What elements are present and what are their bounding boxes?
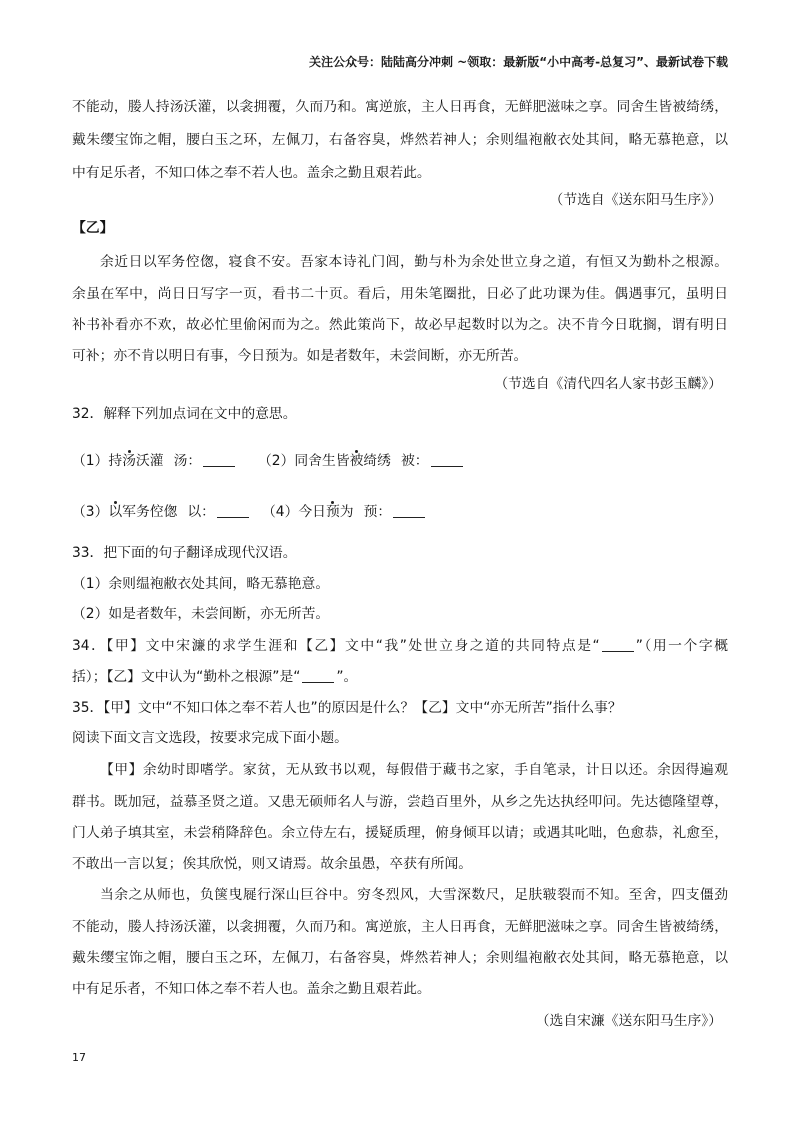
q34-line-2: [72, 667, 728, 687]
item-number: （4）: [262, 504, 299, 520]
reading-instruction: 阅读下面文言文选段，按要求完成下面小题。: [72, 730, 348, 746]
q32-row-2: [72, 502, 728, 522]
item-text: 为: [339, 504, 354, 520]
q32-item-2: [258, 451, 465, 471]
answer-blank: [431, 452, 463, 467]
item-label: 汤：: [173, 453, 202, 469]
q34-line-1: [72, 636, 728, 656]
item-text: 同舍生皆: [294, 453, 350, 469]
item-number: （3）: [72, 504, 109, 520]
q34-text: ”。: [336, 669, 358, 685]
excerpt-line: 不能动，媵人持汤沃灌，以衾拥覆，久而乃和。寓逆旅，主人日再食，无鲜肥滋味之享。同舍生皆被绮绣，: [72, 99, 728, 115]
item-text: 今日: [298, 504, 326, 520]
item-number: （1）: [72, 453, 109, 469]
item-text: 军务倥偬: [122, 504, 178, 520]
item-label: 被：: [400, 453, 429, 469]
passage-yi-source: （节选自《清代四名人家书彭玉麟》）: [494, 376, 722, 392]
item-label: 预：: [363, 504, 392, 520]
dotted-word: 预: [325, 504, 340, 520]
page-number: 17: [72, 1051, 86, 1064]
header-notice: 关注公众号：陆陆高分冲刺 ~领取：最新版“小中高考-总复习”、最新试卷下载: [309, 55, 728, 69]
passage-yi-line: 余近日以军务倥偬，寝食不安。吾家本诗礼门闾，勤与朴为余处世立身之道，有恒又为勤朴之根源。: [100, 254, 728, 270]
item-text: 绮绣: [363, 453, 391, 469]
passage-jia-source: （选自宋濂《送东阳马生序》）: [535, 1013, 722, 1029]
excerpt-line: 中有足乐者，不知口体之奉不若人也。盖余之勤且艰若此。: [72, 165, 431, 181]
q33-item: （2）如是者数年，未尝间断，亦无所苦。: [72, 606, 330, 622]
dotted-word: 汤: [122, 453, 136, 469]
q32-item-1: [72, 451, 237, 471]
passage-yi-line: 余虽在军中，尚日日写字一页，看书二十页。看后，用朱笔圈批，日必了此功课为佳。偶遇事冗，虽明日: [72, 286, 728, 302]
answer-blank: [203, 452, 235, 467]
passage-jia-line: 中有足乐者，不知口体之奉不若人也。盖余之勤且艰若此。: [72, 981, 431, 997]
passage-yi-line: 补书补看亦不欢，故必忙里偷闲而为之。然此策尚下，故必早起数时以为之。决不肯今日耽搁，谓有明日: [72, 317, 728, 333]
q34-text: 34．【甲】文中宋濂的求学生涯和【乙】文中“我”处世立身之道的共同特点是“: [72, 638, 600, 654]
q32-item-4: [262, 502, 427, 522]
q32-item-3: [72, 502, 251, 522]
passage-jia-line: 不能动，媵人持汤沃灌，以衾拥覆，久而乃和。寓逆旅，主人日再食，无鲜肥滋味之享。同舍生皆被绮绣，: [72, 919, 728, 935]
passage-jia-line: 群书。既加冠，益慕圣贤之道。又患无硕师名人与游，尝趋百里外，从乡之先达执经叩问。先达德隆望尊，: [72, 794, 728, 810]
excerpt-source: （节选自《送东阳马生序》）: [549, 192, 722, 208]
passage-jia-line: 当余之从师也，负箧曳屣行深山巨谷中。穷冬烈风，大雪深数尺，足肤皲裂而不知。至舍，四支僵劲: [100, 887, 728, 903]
answer-blank: [217, 503, 249, 518]
passage-jia-line: 【甲】余幼时即嗜学。家贫，无从致书以观，每假借于藏书之家，手自笔录，计日以还。余因得遍观: [100, 762, 728, 778]
item-number: （2）: [258, 453, 295, 469]
excerpt-line: 戴朱缨宝饰之帽，腰白玉之环，左佩刀，右备容臭，烨然若神人；余则缊袍敝衣处其间，略无慕艳意，以: [72, 132, 728, 148]
q32-row-1: [72, 451, 728, 471]
dotted-word: 被: [349, 453, 364, 469]
q34-text: ”（用一个字概: [635, 638, 728, 654]
item-text: 沃灌: [135, 453, 164, 469]
q32-title: 32．解释下列加点词在文中的意思。: [72, 406, 297, 422]
passage-jia-line: 不敢出一言以复；俟其欣悦，则又请焉。故余虽愚，卒获有所闻。: [72, 856, 473, 872]
dotted-word: 以: [108, 504, 123, 520]
passage-yi-line: 可补；亦不肯以明日有事，今日预为。如是者数年，未尝间断，亦无所苦。: [72, 348, 528, 364]
answer-blank: [393, 503, 425, 518]
passage-jia-line: 门人弟子填其室，未尝稍降辞色。余立侍左右，援疑质理，俯身倾耳以请；或遇其叱咄，色愈恭，礼愈至，: [72, 825, 728, 841]
passage-jia-line: 戴朱缨宝饰之帽，腰白玉之环，左佩刀，右备容臭，烨然若神人；余则缊袍敝衣处其间，略无慕艳意，以: [72, 950, 728, 966]
item-text: 持: [108, 453, 123, 469]
item-label: 以：: [187, 504, 215, 520]
q35-text: 35．【甲】文中“不知口体之奉不若人也”的原因是什么？【乙】文中“亦无所苦”指什么事？: [72, 700, 622, 716]
passage-yi-label: 【乙】: [72, 220, 114, 236]
q33-item: （1）余则缊袍敝衣处其间，略无慕艳意。: [72, 576, 330, 592]
answer-blank: [302, 668, 334, 683]
answer-blank: [602, 637, 634, 652]
q33-title: 33．把下面的句子翻译成现代汉语。: [72, 545, 297, 561]
q34-text: 括）；【乙】文中认为“勤朴之根源”是“: [72, 669, 301, 685]
